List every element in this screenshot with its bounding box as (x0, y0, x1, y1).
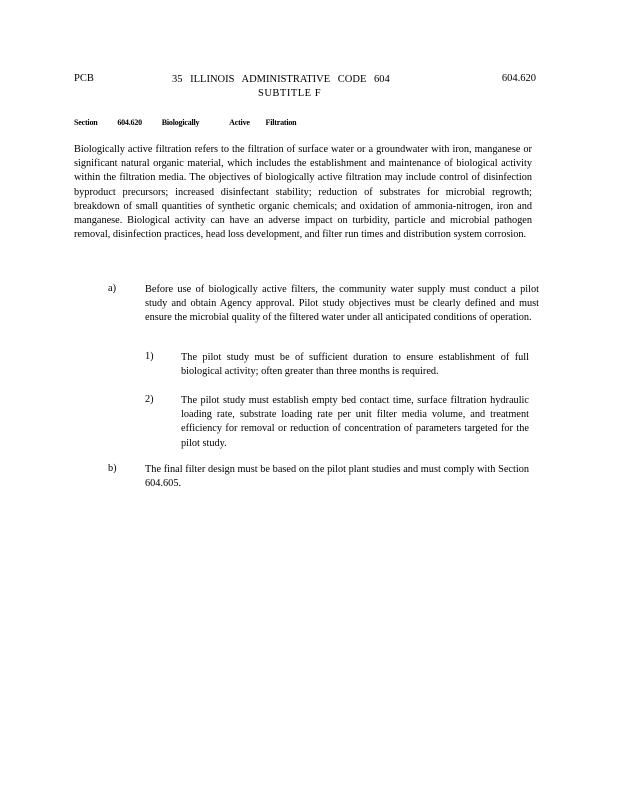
header-agency: PCB (74, 73, 94, 84)
subsection-text: The final filter design must be based on the pilot plant studies and must comply with Section 604.605. (145, 464, 529, 490)
intro-paragraph: Biologically active filtration refers to the filtration of surface water or a groundwater with iron, manganese or significant natural organic material, which includes the establishment and maintenance of biological activity within the filtration media. The objectives of biologically active filtration may include control of disinfection byproduct precursors; increased disinfectant stability; reduction of substrates for microbial regrowth; breakdown of small quantities of synthetic organic chemicals; and oxidation of ammonia-nitrogen, iron and manganese. Biological activity can have an adverse impact on turbidity, particle and microbial pathogen removal, disinfection practices, head loss development, and filter run times and distribution system corrosion. (74, 144, 532, 241)
subsection-marker: b) (108, 463, 117, 474)
header-code-title: 35 ILLINOIS ADMINISTRATIVE CODE 604 (172, 74, 390, 85)
header-subtitle: SUBTITLE F (258, 88, 322, 99)
section-label: Section (74, 118, 98, 127)
header-section-number: 604.620 (501, 73, 536, 84)
section-title-word: Filtration (265, 118, 297, 127)
subsection-marker: a) (108, 283, 116, 294)
sub-item-text: The pilot study must be of sufficient duration to ensure establishment of full biological activity; often greater than three months is required. (181, 352, 529, 378)
section-title-word: Biologically (161, 118, 200, 127)
sub-item-text: The pilot study must establish empty bed contact time, surface filtration hydraulic loading rate, substrate loading rate per unit filter media volume, and treatment efficiency for removal or reduction of concentration of parameters targeted for the pilot study. (181, 395, 529, 449)
subsection-text: Before use of biologically active filters, the community water supply must conduct a pilot study and obtain Agency approval. Pilot study objectives must be clearly defined and must ensure the microbial quality of the filtered water under all anticipated conditions of operation. (145, 284, 539, 324)
header-title (172, 73, 432, 101)
sub-item-marker: 2) (145, 394, 154, 405)
section-title-word: Active (229, 118, 250, 127)
section-number: 604.620 (117, 118, 142, 127)
section-heading (74, 118, 296, 127)
sub-item-marker: 1) (145, 351, 154, 362)
